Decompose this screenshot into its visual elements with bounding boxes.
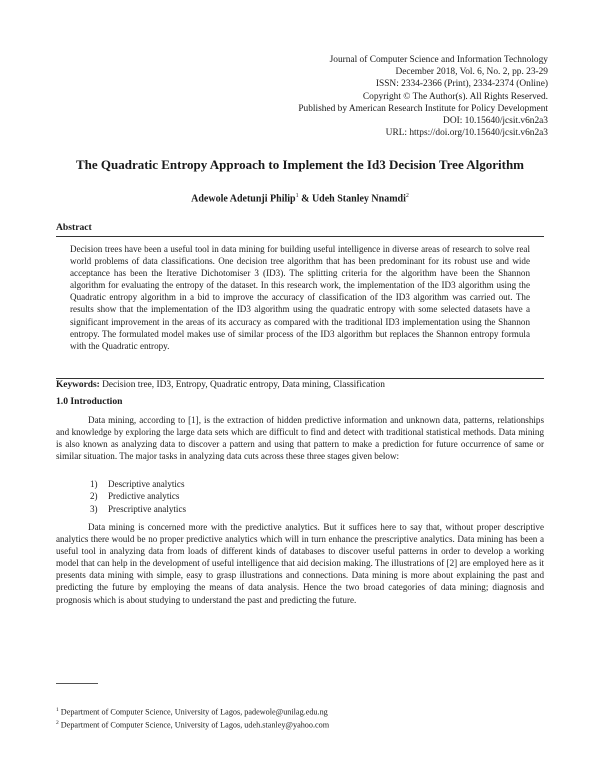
list-item-number: 1) [90,479,98,489]
footnote-1-mark: 1 [56,707,59,713]
list-item-number: 2) [90,491,98,502]
journal-issn: ISSN: 2334-2366 (Print), 2334-2374 (Online) [375,79,548,90]
journal-doi: DOI: 10.15640/jcsit.v6n2a3 [443,116,548,127]
keywords-label: Keywords: [56,380,100,390]
list-item-text: Descriptive analytics [108,479,185,489]
journal-header [298,54,548,139]
list-item [90,478,186,490]
keywords-line [56,380,385,390]
author-line [0,193,600,204]
footnote-2-text: Department of Computer Science, University of Lagos, udeh.stanley@yahoo.com [58,721,330,731]
footnote-1 [56,705,329,718]
author-separator: & [298,193,312,205]
list-item-text: Predictive analytics [108,491,180,502]
abstract-text: Decision trees have been a useful tool in data mining for building useful intelligence in diverse areas of research to solve real world problems of data classifications. One decision tree algorithm that has been predominant for its robust use and wide acceptance has been the Iterative Dichotomiser 3 (ID3). The splitting criteria for the algorithm have been the Shannon algorithm for evaluating the entropy of the dataset. In this research work, the implementation of the ID3 algorithm using the Quadratic entropy algorithm in a bid to improve the accuracy of classification of the ID3 algorithm was carried out. The results show that the implementation of the ID3 algorithm using the quadratic entropy with some selected datasets have a significant improvement in the areas of its accuracy as compared with the traditional ID3 implementation using the Shannon entropy. The formulated model makes use of similar process of the ID3 algorithm but replaces the Shannon entropy formula with the Quadratic entropy. [70,244,530,351]
journal-name: Journal of Computer Science and Information Technology [329,55,548,65]
journal-issue: December 2018, Vol. 6, No. 2, pp. 23-29 [395,67,548,78]
footnote-divider [56,683,98,684]
author-2-mark: 2 [405,193,409,199]
footnote-2-mark: 2 [56,720,59,727]
list-item [90,490,186,502]
intro-paragraph-2: Data mining is concerned more with the predictive analytics. But it suffices here to say that, without proper descriptive analytics there would be no proper predictive analytics which will in turn enhance the prescriptive analytics. Data mining has been a useful tool in analyzing data from loads of different kinds of databases to discover useful patterns in order to develop a working model that can help in the development of useful intelligence that aid decision making. The illustrations of [2] are employed here as it presents data mining with simple, easy to grasp illustrations and connections. Data mining is more about explaining the past and predicting the future by employing the means of data analysis. Hence the two broad categories of data mining; diagnosis and prognosis which is about studying to understand the past and predicting the future. [56,522,544,605]
analytics-list [90,478,186,515]
paper-title: The Quadratic Entropy Approach to Implement the Id3 Decision Tree Algorithm [75,157,525,172]
section-heading: 1.0 Introduction [56,396,123,407]
author-1-mark: 1 [295,193,299,199]
list-item-number: 3) [90,503,98,514]
author-1: Adewole Adetunji Philip [191,193,296,205]
footnote-1-text: Department of Computer Science, University of Lagos, padewole@unilag.edu.ng [58,707,328,717]
footnote-2 [56,718,329,731]
keywords-text: Decision tree, ID3, Entropy, Quadratic entropy, Data mining, Classification [102,380,385,390]
author-2: Udeh Stanley Nnamdi [311,193,406,205]
journal-publisher: Published by American Research Institute for Policy Development [298,103,548,114]
abstract-heading: Abstract [56,222,92,233]
list-item [90,503,186,515]
journal-copyright: Copyright © The Author(s). All Rights Reserved. [362,91,548,102]
journal-url[interactable]: URL: https://doi.org/10.15640/jcsit.v6n2a3 [385,128,548,139]
intro-paragraph-1: Data mining, according to [1], is the extraction of hidden predictive information and unknown data, patterns, relationships and knowledge by exploring the large data sets which are difficult to find and detect with traditional statistical methods. Data mining is also known as analyzing data to discover a pattern and using that pattern to make a prediction for future occurrence of same or similar situation. The major tasks in analyzing data cuts across these three stages given below: [56,415,544,462]
footnotes [56,705,329,732]
list-item-text: Prescriptive analytics [108,503,187,514]
